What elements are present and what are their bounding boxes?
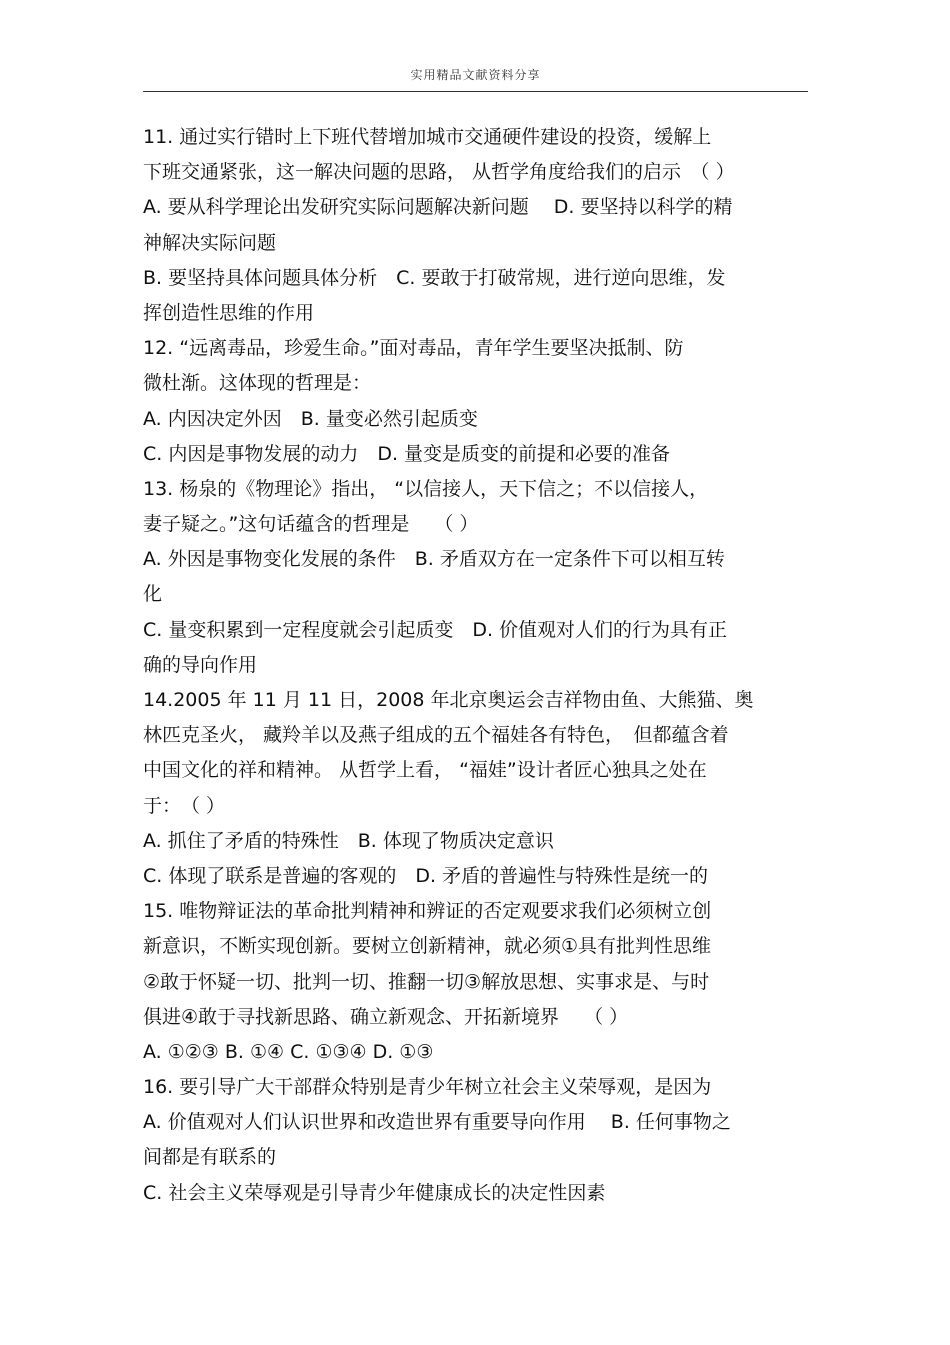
question-16-stem: 16. 要引导广大干部群众特别是青少年树立社会主义荣辱观，是因为 [143, 1076, 712, 1099]
question-15-stem-line-4: 俱进④敢于寻找新思路、确立新观念、开拓新境界 （ ） [143, 1005, 629, 1028]
question-11-option-b-c: B. 要坚持具体问题具体分析 C. 要敢于打破常规，进行逆向思维，发 [143, 266, 726, 289]
question-11-stem-line-2: 下班交通紧张，这一解决问题的思路， 从哲学角度给我们的启示 （ ） [143, 161, 735, 184]
header-divider [143, 91, 808, 92]
question-14-option-a-b: A. 抓住了矛盾的特殊性 B. 体现了物质决定意识 [143, 829, 554, 852]
question-16-option-a-b: A. 价值观对人们认识世界和改造世界有重要导向作用 B. 任何事物之 [143, 1111, 731, 1134]
question-14-stem-line-4: 于： （ ） [143, 794, 226, 817]
question-12-option-c-d: C. 内因是事物发展的动力 D. 量变是质变的前提和必要的准备 [143, 442, 671, 465]
question-13-option-a-b: A. 外因是事物变化发展的条件 B. 矛盾双方在一定条件下可以相互转 [143, 548, 725, 571]
question-11-option-c-cont: 挥创造性思维的作用 [143, 301, 315, 324]
question-13-option-c-d: C. 量变积累到一定程度就会引起质变 D. 价值观对人们的行为具有正 [143, 618, 728, 641]
question-14-option-c-d: C. 体现了联系是普遍的客观的 D. 矛盾的普遍性与特殊性是统一的 [143, 864, 709, 887]
question-14-stem-line-3: 中国文化的祥和精神。 从哲学上看， “福娃”设计者匠心独具之处在 [143, 759, 707, 782]
page-header: 实用精品文献资料分享 [410, 68, 541, 82]
question-14-stem-line-2: 林匹克圣火， 藏羚羊以及燕子组成的五个福娃各有特色， 但都蕴含着 [143, 724, 729, 747]
question-15-stem-line-3: ②敢于怀疑一切、批判一切、推翻一切③解放思想、实事求是、与时 [143, 970, 710, 993]
question-11-stem-line-1: 11. 通过实行错时上下班代替增加城市交通硬件建设的投资，缓解上 [143, 126, 712, 148]
question-12-stem-line-2: 微杜渐。这体现的哲理是： [143, 372, 372, 395]
question-11-option-d-cont: 神解决实际问题 [143, 231, 277, 254]
question-13-stem-line-1: 13. 杨泉的《物理论》指出， “以信接人，天下信之；不以信接人， [143, 477, 709, 500]
question-13-option-b-cont: 化 [143, 583, 163, 606]
question-15-stem-line-2: 新意识，不断实现创新。要树立创新精神，就必须①具有批判性思维 [143, 935, 712, 958]
question-14-stem-line-1: 14.2005 年 11 月 11 日，2008 年北京奥运会吉祥物由鱼、大熊猫、奥 [143, 689, 754, 711]
question-13-option-d-cont: 确的导向作用 [143, 653, 258, 676]
question-16-option-c: C. 社会主义荣辱观是引导青少年健康成长的决定性因素 [143, 1181, 606, 1204]
question-15-stem-line-1: 15. 唯物辩证法的革命批判精神和辨证的否定观要求我们必须树立创 [143, 900, 712, 923]
question-11-option-a-d: A. 要从科学理论出发研究实际问题解决新问题 D. 要坚持以科学的精 [143, 196, 733, 219]
question-12-option-a-b: A. 内因决定外因 B. 量变必然引起质变 [143, 407, 478, 430]
question-16-option-b-cont: 间都是有联系的 [143, 1146, 277, 1169]
question-13-stem-line-2: 妻子疑之。”这句话蕴含的哲理是 （ ） [143, 513, 479, 536]
document-body [143, 120, 808, 1211]
question-15-options: A. ①②③ B. ①④ C. ①③④ D. ①③ [143, 1040, 434, 1063]
question-12-stem-line-1: 12. “远离毒品，珍爱生命。”面对毒品，青年学生要坚决抵制、防 [143, 337, 684, 360]
